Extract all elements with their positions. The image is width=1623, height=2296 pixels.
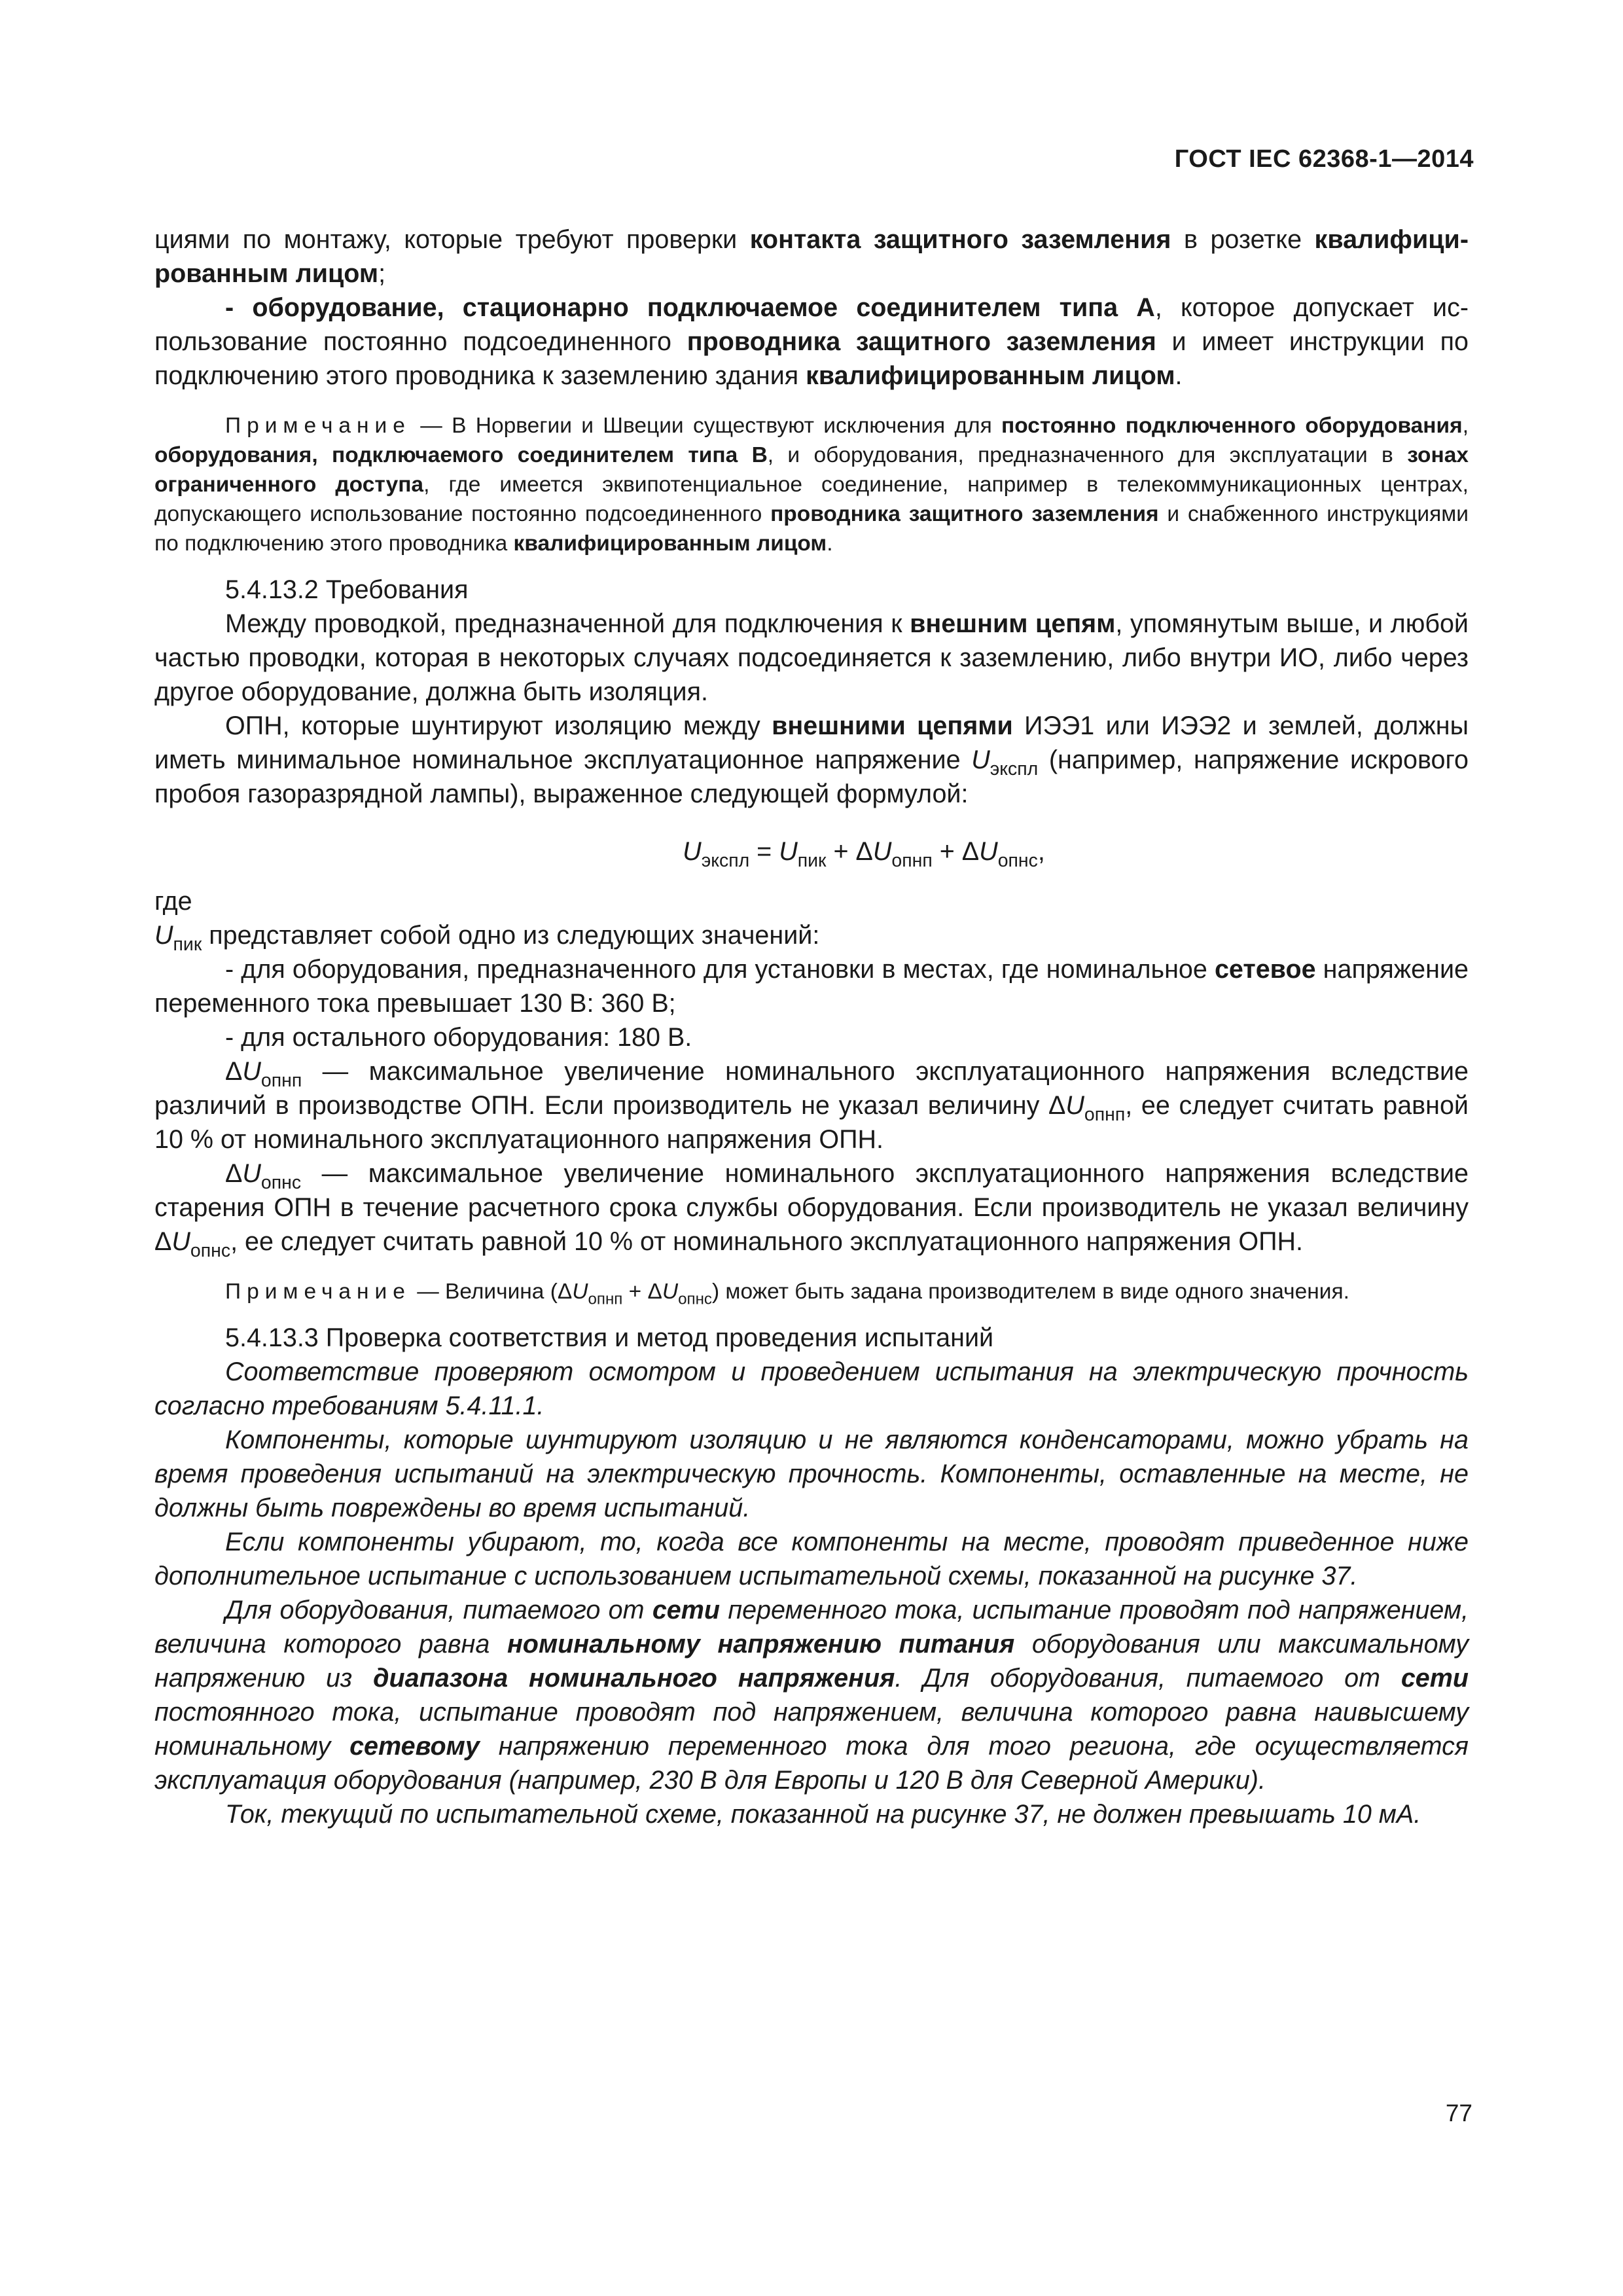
sec2-paragraph-1 — [154, 607, 1469, 709]
text-run: — максимальное увеличение номинального эксплуатационного напряжения вследствие старения ОПН в течение расчетного срока службы оборудования. Если производитель не указал величину Δ — [154, 1159, 1469, 1256]
subscript: опнс — [997, 850, 1038, 871]
term-mains: сети — [1400, 1664, 1469, 1693]
text-run: представляет собой одно из следующих значений: — [202, 921, 820, 950]
subscript: экспл — [701, 850, 750, 871]
term-qualified-person: квалифицированным лицом — [806, 361, 1175, 390]
text-run: ОПН, которые шунтируют изоляцию между — [225, 711, 772, 740]
note-1 — [154, 411, 1469, 558]
text-run: , ее следует считать равной 10 % от номинального эксплуатационного напряжения ОПН. — [154, 1091, 1469, 1154]
variable-u: U — [971, 745, 990, 774]
text-run: ; — [378, 259, 386, 288]
text-run: постоянного тока, испытание проводят под напряжением, величина которого равна наивысшему номинальному — [154, 1698, 1469, 1761]
variable-u: U — [154, 921, 173, 950]
text-run: + Δ — [622, 1280, 662, 1304]
term-external-circuits: внешним цепям — [910, 609, 1116, 638]
text-run: + Δ — [826, 837, 873, 866]
text-run: , — [1462, 414, 1469, 438]
where-label: где — [154, 887, 192, 916]
note-label: Примечание — [225, 414, 411, 438]
text-run: напряжение переменного тока превышает 130 В: 360 В; — [154, 955, 1469, 1018]
sec3-paragraph-2: Компоненты, которые шунтируют изоляцию и не являются конденсаторами, можно убрать на время проведения испытаний на электрическую прочность. Компоненты, оставленные на месте, не должны быть повреждены во время испытаний. — [154, 1426, 1469, 1522]
term-external-circuits: внешними цепями — [772, 711, 1013, 740]
note-label: Примечание — [225, 1280, 411, 1304]
term-protective-earth-contact: контакта защитного заземления — [749, 225, 1171, 254]
sec2-paragraph-2 — [154, 709, 1469, 811]
term-mains: сети — [652, 1596, 721, 1624]
variable-u: U — [1065, 1091, 1084, 1120]
text-run: Для оборудования, питаемого от — [225, 1596, 652, 1624]
section-heading-5-4-13-2: 5.4.13.2 Требования — [225, 575, 469, 604]
subscript: пик — [797, 850, 827, 871]
variable-u: U — [979, 837, 998, 866]
text-run: , которое допускает использование постоянно подсоединенного — [154, 293, 1469, 356]
text-run: + Δ — [932, 837, 980, 866]
variable-u: U — [242, 1159, 261, 1188]
text-run: — В Норвегии и Швеции существуют исключения для — [410, 414, 1002, 438]
text-run: циями по монтажу, которые требуют проверки — [154, 225, 750, 254]
text-run: ИЭЭ1 или ИЭЭ2 и землей, должны иметь минимальное номинальное эксплуатационное напряжение — [154, 711, 1469, 774]
text-run: в розетке — [1171, 225, 1315, 254]
formula — [154, 834, 1469, 869]
term-qualified-person: квалифицированным лицом — [154, 225, 1469, 288]
text-run: . — [827, 531, 833, 556]
sec3-paragraph-3: Если компоненты убирают, то, когда все компоненты на месте, проводят приведенное ниже дополнительное испытание с использованием испытательной схемы, показанной на рисунке 37. — [154, 1528, 1469, 1590]
subscript: пик — [173, 933, 202, 955]
text-run: , — [1037, 837, 1045, 866]
variable-u: U — [872, 837, 892, 866]
intro-paragraph-1 — [154, 223, 1469, 291]
term: проводника защитного заземления — [770, 502, 1159, 526]
text-run: - для оборудования, предназначенного для установки в местах, где номинальное — [225, 955, 1215, 984]
subscript: экспл — [990, 758, 1039, 780]
subscript: опнс — [260, 1172, 302, 1193]
sec3-paragraph-5: Ток, текущий по испытательной схеме, показанной на рисунке 37, не должен превышать 10 мА. — [225, 1800, 1421, 1829]
text-run: , где имеется эквипотенциальное соединение, например в телекоммуникационных центрах, допускающего использование постоянно подсоединенного — [154, 473, 1469, 526]
text-run: и имеет инструкции по подключению этого проводника к заземлению здания — [154, 327, 1469, 390]
subscript: опнп — [891, 850, 933, 871]
text-run: ) может быть задана производителем в виде одного значения. — [711, 1280, 1349, 1304]
page-number: 77 — [1445, 2100, 1472, 2126]
text-run: = — [749, 837, 779, 866]
term-mains-voltage: сетевому — [349, 1732, 480, 1761]
variable-u: U — [171, 1227, 190, 1256]
list-item-1 — [154, 952, 1469, 1020]
term-protective-earth-conductor: проводника защитного заземления — [687, 327, 1156, 356]
term-type-a-equipment: - оборудование, стационарно подключаемое соединителем типа А — [225, 293, 1155, 322]
text-run: — Величина (Δ — [410, 1280, 573, 1304]
variable-u: U — [683, 837, 702, 866]
term: зонах ограниченного доступа — [154, 443, 1469, 497]
text-run: , и оборудования, предназначенного для эксплуатации в — [767, 443, 1408, 467]
note-2 — [154, 1277, 1469, 1306]
subscript: опнп — [1084, 1103, 1126, 1125]
text-run: . Для оборудования, питаемого от — [895, 1664, 1401, 1693]
text-run: (например, напряжение искрового пробоя газоразрядной лампы), выраженное следующей формулой: — [154, 745, 1469, 808]
variable-u: U — [242, 1057, 261, 1086]
definition-delta-u-opnp — [154, 1054, 1469, 1157]
list-item-2: - для остального оборудования: 180 В. — [225, 1023, 692, 1052]
page-content — [154, 223, 1469, 1831]
definition-delta-u-opns — [154, 1157, 1469, 1259]
intro-paragraph-2 — [154, 291, 1469, 393]
subscript: опнс — [190, 1240, 231, 1261]
text-run: оборудования или максимальному напряжению из — [154, 1630, 1469, 1693]
text-run: и снабженного инструкциями по подключению этого проводника — [154, 502, 1469, 556]
document-header: ГОСТ IEC 62368-1—2014 — [1174, 145, 1474, 173]
text-run: , упомянутым выше, и любой частью проводки, которая в некоторых случаях подсоединяется к заземлению, либо внутри ИО, либо через другое оборудование, должна быть изоляция. — [154, 609, 1469, 706]
term-rated-voltage-range: диапазона номинального напряжения — [373, 1664, 895, 1693]
text-run: , ее следует считать равной 10 % от номинального эксплуатационного напряжения ОПН. — [230, 1227, 1303, 1256]
variable-u: U — [662, 1280, 679, 1304]
text-run: Δ — [225, 1057, 243, 1086]
term-mains: сетевое — [1214, 955, 1316, 984]
text-run: . — [1175, 361, 1183, 390]
sec3-paragraph-1: Соответствие проверяют осмотром и проведением испытания на электрическую прочность согласно требованиям 5.4.11.1. — [154, 1357, 1469, 1420]
term: постоянно подключенного оборудования — [1001, 414, 1463, 438]
variable-u: U — [572, 1280, 588, 1304]
section-heading-5-4-13-3: 5.4.13.3 Проверка соответствия и метод проведения испытаний — [225, 1323, 994, 1352]
text-run: напряжению переменного тока для того региона, где осуществляется эксплуатация оборудования (например, 230 В для Европы и 120 В для Северной Америки). — [154, 1732, 1469, 1795]
term: квалифицированным лицом — [513, 531, 827, 556]
variable-u: U — [779, 837, 798, 866]
text-run: переменного тока, испытание проводят под напряжением, величина которого равна — [154, 1596, 1469, 1659]
subscript: опнп — [588, 1290, 623, 1308]
text-run: — максимальное увеличение номинального эксплуатационного напряжения вследствие различий в производстве ОПН. Если производитель не указал величину Δ — [154, 1057, 1469, 1120]
text-run: Δ — [225, 1159, 243, 1188]
upik-definition — [154, 918, 1469, 955]
subscript: опнс — [678, 1290, 712, 1308]
term-rated-voltage: номинальному напряжению питания — [507, 1630, 1015, 1659]
sec3-paragraph-4 — [154, 1593, 1469, 1797]
text-run: Между проводкой, предназначенной для подключения к — [225, 609, 910, 638]
term: оборудования, подключаемого соединителем типа В — [154, 443, 768, 467]
subscript: опнп — [260, 1069, 302, 1091]
